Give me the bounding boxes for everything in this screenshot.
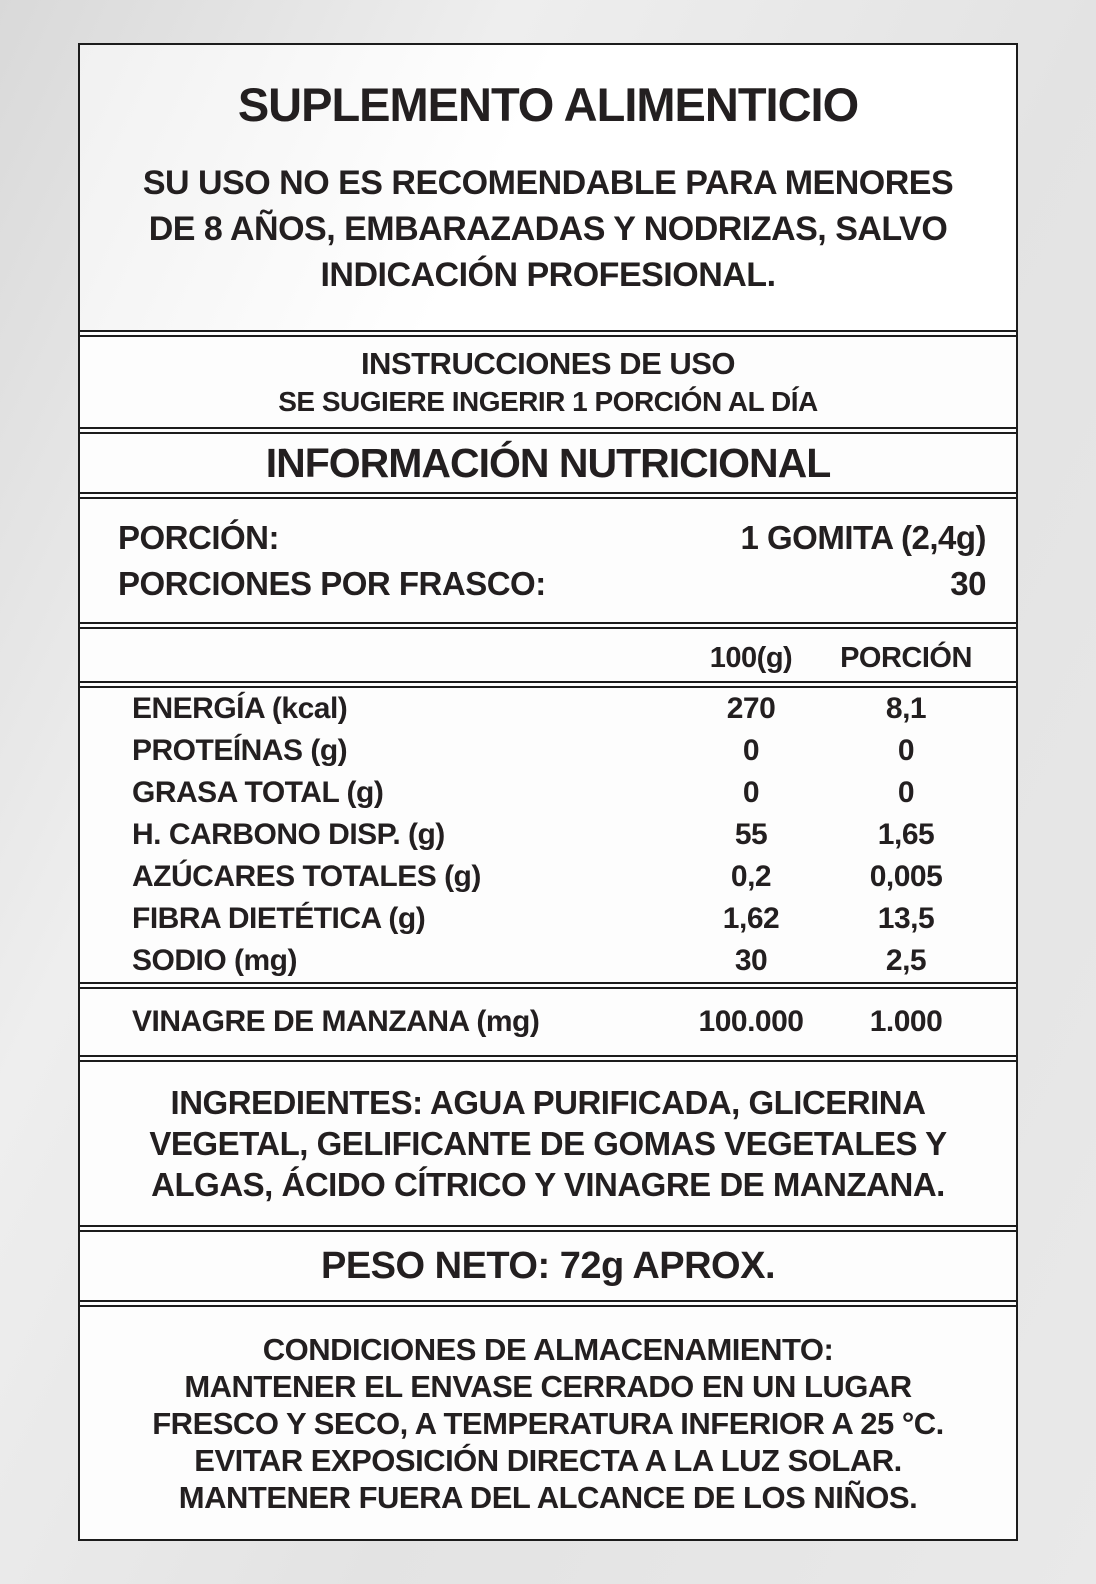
serving-size-row	[118, 515, 986, 561]
nutrient-per100-value: 30	[734, 944, 768, 977]
table-row	[80, 940, 1016, 982]
section-divider	[80, 982, 1016, 989]
nutrient-per100-value: 0	[742, 776, 760, 809]
section-divider	[80, 1225, 1016, 1232]
nutrient-portion-value: 0	[897, 734, 915, 767]
nutrient-portion-value: 8,1	[885, 692, 927, 725]
instructions-text: SE SUGIERE INGERIR 1 PORCIÓN AL DÍA	[278, 386, 818, 417]
nutrient-per100-value: 100.000	[698, 1005, 804, 1038]
servings-per-container-row	[118, 561, 986, 607]
net-weight-section	[80, 1232, 1016, 1300]
storage-conditions-title: CONDICIONES DE ALMACENAMIENTO:	[262, 1331, 834, 1367]
supplement-facts-label	[78, 43, 1018, 1541]
storage-condition-line: MANTENER EL ENVASE CERRADO EN UN LUGAR	[184, 1368, 912, 1404]
nutrient-portion-value: 1,65	[877, 818, 935, 851]
nutrient-name: GRASA TOTAL (g)	[132, 776, 384, 809]
table-row	[80, 856, 1016, 898]
table-row	[80, 814, 1016, 856]
servings-per-container-value: 30	[950, 564, 986, 602]
per-100g-column-header: 100(g)	[709, 642, 793, 674]
header-section	[80, 45, 1016, 330]
table-row	[80, 688, 1016, 730]
instructions-section	[80, 337, 1016, 427]
net-weight-text: PESO NETO: 72g APROX.	[320, 1244, 776, 1287]
table-row	[80, 1005, 1016, 1039]
serving-size-label: PORCIÓN:	[118, 518, 279, 556]
nutrient-portion-value: 0	[897, 776, 915, 809]
ingredients-text: INGREDIENTES: AGUA PURIFICADA, GLICERINA VEGETAL, GELIFICANTE DE GOMAS VEGETALES Y ALGAS, ÁCIDO CÍTRICO Y VINAGRE DE MANZANA.	[149, 1084, 947, 1203]
serving-info-section	[80, 499, 1016, 622]
nutrient-per100-value: 55	[734, 818, 768, 851]
nutrient-name: FIBRA DIETÉTICA (g)	[132, 902, 426, 935]
nutrient-per100-value: 270	[726, 692, 776, 725]
nutrition-title: INFORMACIÓN NUTRICIONAL	[265, 439, 831, 486]
nutrient-per100-value: 1,62	[722, 902, 780, 935]
nutrient-portion-value: 2,5	[885, 944, 927, 977]
nutrient-portion-value: 0,005	[869, 860, 943, 893]
age-warning-text: SU USO NO ES RECOMENDABLE PARA MENORES DE 8 AÑOS, EMBARAZADAS Y NODRIZAS, SALVO INDICACIÓN PROFESIONAL.	[142, 164, 954, 294]
table-row	[80, 772, 1016, 814]
storage-conditions-section	[80, 1307, 1016, 1539]
servings-per-container-label: PORCIONES POR FRASCO:	[118, 564, 546, 602]
nutrient-name: SODIO (mg)	[132, 944, 297, 977]
nutrition-title-section	[80, 434, 1016, 492]
table-row	[80, 898, 1016, 940]
section-divider	[80, 1300, 1016, 1307]
section-divider	[80, 492, 1016, 499]
nutrient-table-section	[80, 688, 1016, 982]
apple-vinegar-row-section	[80, 989, 1016, 1055]
ingredients-section	[80, 1062, 1016, 1225]
section-divider	[80, 681, 1016, 688]
serving-size-value: 1 GOMITA (2,4g)	[740, 518, 986, 556]
section-divider	[80, 330, 1016, 337]
section-divider	[80, 1055, 1016, 1062]
section-divider	[80, 622, 1016, 629]
per-portion-column-header: PORCIÓN	[840, 642, 972, 674]
nutrient-name: H. CARBONO DISP. (g)	[132, 818, 445, 851]
nutrient-per100-value: 0,2	[730, 860, 772, 893]
nutrient-name: VINAGRE DE MANZANA (mg)	[132, 1005, 540, 1038]
nutrient-portion-value: 13,5	[877, 902, 935, 935]
storage-condition-line: EVITAR EXPOSICIÓN DIRECTA A LA LUZ SOLAR.	[194, 1442, 902, 1478]
storage-condition-line: MANTENER FUERA DEL ALCANCE DE LOS NIÑOS.	[178, 1479, 918, 1515]
table-row	[80, 730, 1016, 772]
nutrient-name: ENERGÍA (kcal)	[132, 692, 348, 725]
label-title: SUPLEMENTO ALIMENTICIO	[237, 78, 859, 131]
nutrient-name: AZÚCARES TOTALES (g)	[132, 860, 481, 893]
storage-condition-line: FRESCO Y SECO, A TEMPERATURA INFERIOR A 25 °C.	[152, 1405, 944, 1441]
nutrient-per100-value: 0	[742, 734, 760, 767]
section-divider	[80, 427, 1016, 434]
nutrient-name: PROTEÍNAS (g)	[132, 734, 348, 767]
table-header-row	[80, 642, 1016, 675]
table-header-section	[80, 629, 1016, 681]
instructions-title: INSTRUCCIONES DE USO	[360, 346, 736, 381]
nutrient-portion-value: 1.000	[869, 1005, 943, 1038]
